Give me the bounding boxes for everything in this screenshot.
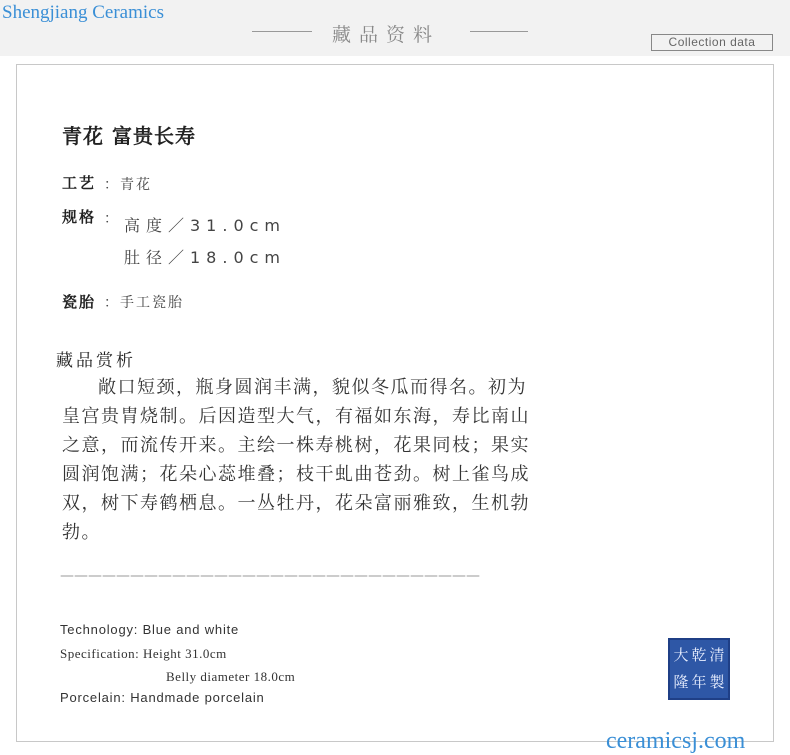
technology-value: ：青花 bbox=[104, 177, 152, 193]
spec-belly: 肚径／18.0cm bbox=[124, 248, 287, 267]
divider-dashes: —————————————————————————————— bbox=[60, 568, 480, 584]
porcelain-value: ：手工瓷胎 bbox=[104, 295, 184, 311]
appreciation-text: 敞口短颈，瓶身圆润丰满，貌似冬瓜而得名。初为皇宫贵胄烧制。后因造型大气，有福如东海，寿比南山之意，而流传开来。主绘一株寿桃树，花果同枝；果实圆润饱满；花朵心蕊堆叠；枝干虬曲苍劲。树上雀鸟成双，树下寿鹤栖息。一丛牡丹，花朵富丽雅致，生机勃勃。 bbox=[62, 377, 530, 543]
watermark-top: Shengjiang Ceramics bbox=[2, 2, 164, 23]
seal-char: 清 bbox=[709, 646, 725, 664]
en-specification: Specification: Height 31.0cm bbox=[60, 646, 227, 661]
en-technology: Technology: Blue and white bbox=[60, 622, 240, 637]
en-porcelain: Porcelain: Handmade porcelain bbox=[60, 690, 265, 705]
seal-char: 製 bbox=[709, 673, 725, 691]
spec-label: 规格 bbox=[62, 208, 97, 226]
reign-seal-mark bbox=[668, 638, 730, 700]
seal-char: 大 bbox=[673, 646, 689, 664]
spec-height: 高度／31.0cm bbox=[124, 216, 287, 235]
page-title: 藏品资料 bbox=[332, 24, 441, 46]
spec-colon: ： bbox=[104, 211, 120, 227]
watermark-bottom: ceramicsj.com bbox=[606, 728, 746, 754]
technology-label: 工艺 bbox=[62, 174, 97, 192]
seal-char: 乾 bbox=[691, 646, 707, 664]
product-title: 青花 富贵长寿 bbox=[62, 124, 196, 148]
collection-data-label: Collection data bbox=[651, 34, 773, 51]
en-belly-diameter: Belly diameter 18.0cm bbox=[166, 669, 296, 684]
header-rule-right bbox=[470, 31, 528, 32]
porcelain-label: 瓷胎 bbox=[62, 293, 97, 311]
header-rule-left bbox=[252, 31, 312, 32]
appreciation-heading: 藏品赏析 bbox=[56, 351, 136, 371]
seal-char: 年 bbox=[691, 673, 707, 691]
seal-char: 隆 bbox=[673, 673, 689, 691]
